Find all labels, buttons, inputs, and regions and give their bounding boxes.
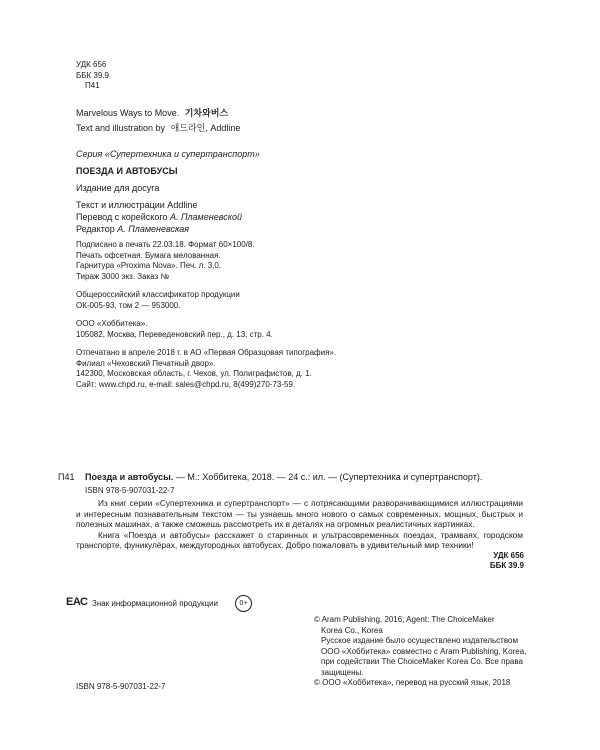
translation-prefix: Перевод с корейского xyxy=(76,212,170,222)
catalog-entry xyxy=(85,472,482,483)
abstract-paragraph: Из книг серии «Супертехника и супертранспорт» — с потрясающими разворачивающимися иллюстрациями и интересным познавательным текстом — ты узнаешь много нового о самых современных, мощных, быстрых и полезных машинах, а также сможешь рассмотреть их в деталях на огромных реалистичных картинках. xyxy=(76,498,523,530)
catalog-codes xyxy=(490,551,524,571)
printing-line: Филиал «Чеховский Печатный двор». xyxy=(76,358,216,368)
translation-credit xyxy=(76,211,242,223)
print-spec-line: Печать офсетная. Бумага мелованная. xyxy=(76,250,221,260)
product-classifier xyxy=(76,290,240,311)
classifier-line: ОК-005-93, том 2 — 953000. xyxy=(76,300,181,310)
publisher-name: ООО «Хоббитека». xyxy=(76,319,148,328)
printing-info xyxy=(76,348,336,390)
print-specs xyxy=(76,240,255,282)
copyright-line: Korea Co., Korea xyxy=(321,625,383,635)
copyright-line: ООО «Хоббитека» совместно с Aram Publishing, Korea, xyxy=(321,646,527,656)
age-rating-badge: 0+ xyxy=(235,595,252,612)
publisher-address: 105082, Москва, Переведеновский пер., д. 13, стр. 4. xyxy=(76,329,273,339)
abstract-paragraph: Книга «Поезда и автобусы» расскажет о старинных и ультрасовременных поездах, трамваях, городском транспорте, фуникулёрах, междугородных автобусах. Добро пожаловать в удивительный мир техники! xyxy=(76,529,523,551)
copyright-block xyxy=(314,615,526,689)
bbk-code: ББК 39.9 xyxy=(76,70,109,80)
eac-mark: ЕАС xyxy=(66,596,88,608)
copyright-line: при содействии The ChoiceMaker Korea Co. Все права xyxy=(321,657,523,666)
copyright-line: защищены. xyxy=(321,667,364,677)
author-mark: П41 xyxy=(85,81,100,90)
copyright-line: © Aram Publishing, 2016; Agent: The ChoiceMaker xyxy=(314,615,495,624)
print-spec-line: Подписано в печать 22.03.18. Формат 60×100/8. xyxy=(76,240,255,249)
catalog-abstract xyxy=(76,498,523,551)
publisher-info xyxy=(76,319,273,340)
copyright-line: Русское издание было осуществлено издательством xyxy=(321,636,518,645)
catalog-bbk: ББК 39.9 xyxy=(489,561,524,570)
print-spec-line: Тираж 3000 экз. Заказ № xyxy=(76,271,170,281)
print-spec-line: Гарнитура «Proxima Nova». Печ. л. 3,0. xyxy=(76,261,222,270)
editor-prefix: Редактор xyxy=(76,224,118,234)
copyright-line: © ООО «Хоббитека», перевод на русский язык, 2018 xyxy=(314,678,511,687)
original-title xyxy=(76,108,240,119)
original-credit-name: , Addline xyxy=(205,123,241,133)
original-credit-kr: 애드라인 xyxy=(170,123,206,133)
text-illustrations-credit: Текст и иллюстрации Addline xyxy=(76,200,198,210)
original-title-kr: 기차와버스 xyxy=(184,108,229,118)
catalog-description: — М.: Хоббитека, 2018. — 24 с.: ил. — (Супертехника и супертранспорт). xyxy=(173,472,483,482)
credits-block xyxy=(76,199,242,235)
printing-line: Отпечатано в апреле 2018 г. в АО «Первая Образцовая типография». xyxy=(76,348,337,357)
editor-credit xyxy=(76,223,242,235)
editor-name: А. Пламеневская xyxy=(117,224,190,234)
udk-code: УДК 656 xyxy=(76,60,107,69)
printing-line: 142300, Московская область, г. Чехов, ул. Полиграфистов, д. 1. xyxy=(76,369,312,378)
classifier-line: Общероссийский классификатор продукции xyxy=(76,290,240,299)
original-edition-info xyxy=(76,108,240,134)
original-credit-en: Text and illustration by xyxy=(76,123,166,133)
catalog-title: Поезда и автобусы. xyxy=(85,472,174,482)
series-line: Серия «Супертехника и супертранспорт» xyxy=(76,149,260,159)
footer-isbn: ISBN 978-5-907031-22-7 xyxy=(76,682,166,691)
original-credit xyxy=(76,123,240,134)
classification-codes xyxy=(76,60,109,92)
translator-name: А. Пламеневской xyxy=(169,212,242,222)
catalog-isbn: ISBN 978-5-907031-22-7 xyxy=(85,486,175,495)
info-sign-label: Знак информационной продукции xyxy=(92,599,218,608)
printing-line: Сайт: www.chpd.ru, e-mail: sales@chpd.ru, 8(499)270-73-59. xyxy=(76,379,296,389)
book-title: ПОЕЗДА И АВТОБУСЫ xyxy=(76,166,178,176)
catalog-mark: П41 xyxy=(58,472,75,482)
catalog-udk: УДК 656 xyxy=(493,551,524,560)
edition-type: Издание для досуга xyxy=(76,183,160,193)
original-title-en: Marvelous Ways to Move. xyxy=(76,108,180,118)
